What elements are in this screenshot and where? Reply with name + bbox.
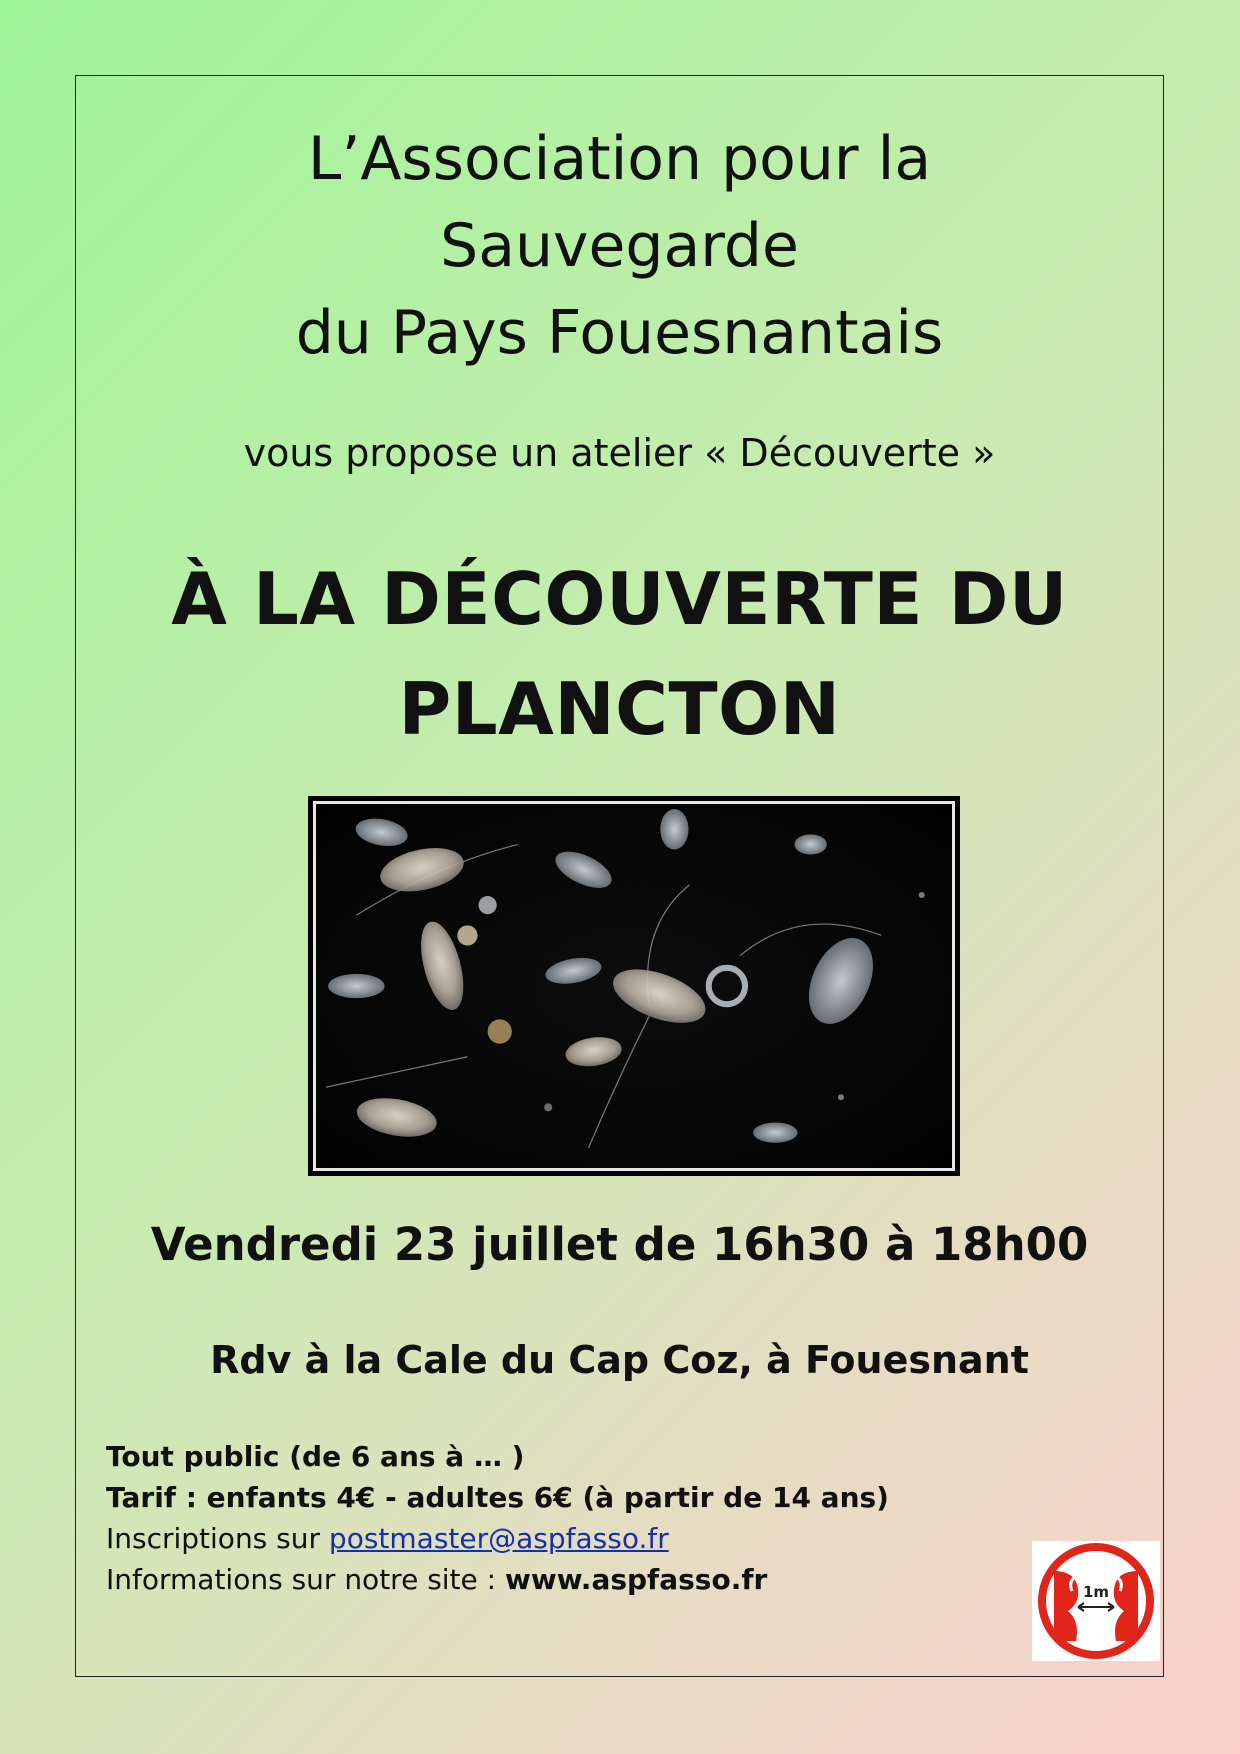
event-date: Vendredi 23 juillet de 16h30 à 18h00	[150, 1218, 1089, 1271]
audience-text: Tout public (de 6 ans à … )	[106, 1440, 525, 1473]
headline-line-1: À LA DÉCOUVERTE DU	[171, 557, 1068, 641]
association-line-1: L’Association pour la	[307, 124, 932, 194]
registration-line	[106, 1518, 889, 1559]
plankton-image	[316, 804, 952, 1168]
website-url: www.aspfasso.fr	[505, 1563, 768, 1596]
website-label: Informations sur notre site :	[106, 1563, 505, 1596]
headline-line-2: PLANCTON	[398, 667, 841, 751]
social-distancing-icon	[1032, 1541, 1160, 1661]
association-line-3: du Pays Fouesnantais	[295, 298, 944, 368]
event-location: Rdv à la Cale du Cap Coz, à Fouesnant	[210, 1338, 1029, 1382]
website-line	[106, 1559, 889, 1600]
registration-email-link[interactable]: postmaster@aspfasso.fr	[328, 1522, 669, 1555]
plankton-photo	[308, 796, 960, 1176]
plankton-photo-inner	[313, 801, 955, 1171]
propose-text: vous propose un atelier « Découverte »	[243, 431, 996, 475]
poster-frame	[75, 75, 1164, 1677]
association-name	[76, 116, 1163, 377]
association-line-2: Sauvegarde	[440, 211, 799, 281]
registration-label: Inscriptions sur	[106, 1522, 329, 1555]
distance-label: 1m	[1082, 1583, 1110, 1601]
info-block	[106, 1436, 889, 1600]
headline	[76, 544, 1163, 764]
price-text: Tarif : enfants 4€ - adultes 6€ (à partir de 14 ans)	[106, 1481, 889, 1514]
